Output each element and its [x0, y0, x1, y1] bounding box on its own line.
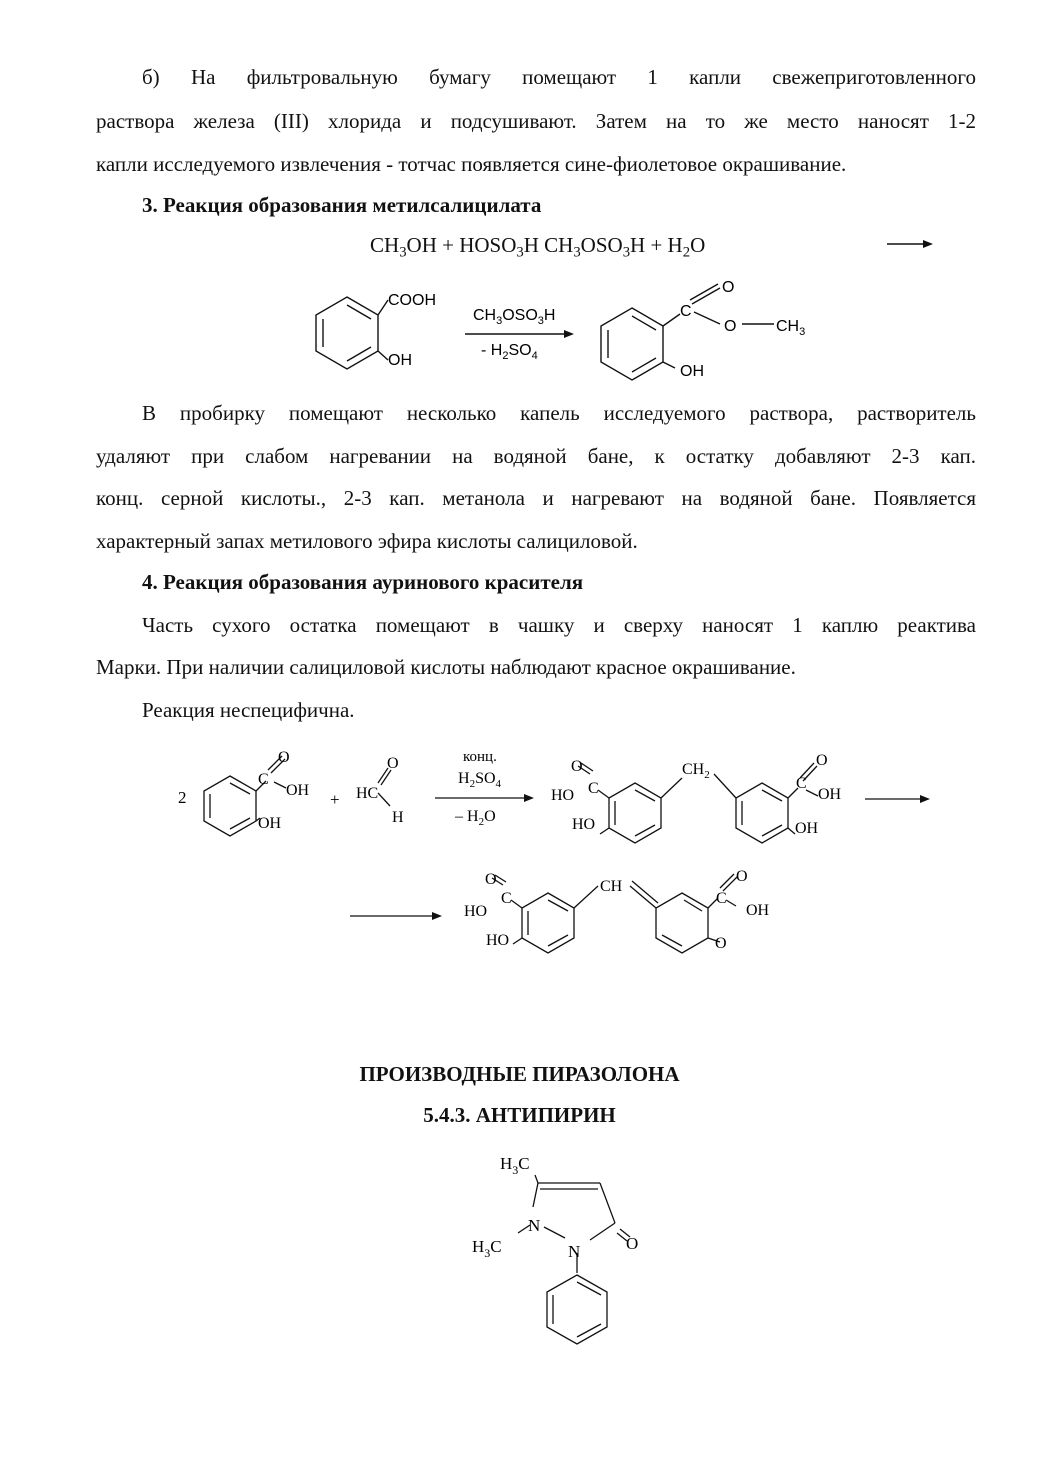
- sa-oh-label: OH: [286, 782, 310, 799]
- dimer-left-ring-ho-label: HO: [572, 816, 596, 833]
- plus-sign: +: [330, 790, 340, 809]
- cooh-label: COOH: [388, 292, 436, 309]
- pyrazolone-title: ПРОИЗВОДНЫЕ ПИРАЗОЛОНА: [359, 1062, 680, 1086]
- aurin-right-c-label: C: [716, 890, 727, 907]
- product-ch3-label: $CH_3$: [776, 318, 806, 338]
- dimer-right-c-label: C: [796, 775, 807, 792]
- product-o-top-label: O: [722, 279, 735, 296]
- n2-label: N: [568, 1242, 581, 1261]
- antipyrine-structure: [460, 1145, 660, 1350]
- aurin-left-o-label: O: [485, 871, 497, 888]
- section-3-para-line2: удаляют при слабом нагревании на водяной бане, к остатку добавляют 2-3 кап.: [96, 444, 976, 468]
- sa-c-label: C: [258, 771, 269, 788]
- salicylic-acid-structure: [316, 297, 388, 369]
- carbonyl-o-label: O: [626, 1234, 639, 1253]
- aurin-left-ring-ho-label: HO: [486, 932, 510, 949]
- dimer-right-ring-oh-label: OH: [795, 820, 819, 837]
- formaldehyde-hc-label: HC: [356, 785, 379, 802]
- section-3-para-line3: конц. серной кислоты., 2-3 кап. метанола и нагревают на водяной бане. Появляется: [96, 486, 976, 510]
- paragraph-b-line3: капли исследуемого извлечения - тотчас появляется сине-фиолетовое окрашивание.: [96, 152, 847, 176]
- sa-ring-oh-label: OH: [258, 815, 282, 832]
- section-3-para-line4: характерный запах метилового эфира кислоты салициловой.: [96, 529, 638, 553]
- top-methyl-label: $H_3C$: [500, 1154, 530, 1177]
- methylene-label: $CH_2$: [682, 761, 710, 781]
- dimer-right-o-label: O: [816, 752, 828, 769]
- dimer-left-ho-label: HO: [551, 787, 575, 804]
- dimer-left-c-label: C: [588, 780, 599, 797]
- reagent-minus-water-label: – $H_2O$: [455, 808, 496, 828]
- methine-label: CH: [600, 878, 623, 895]
- section-3-para-line1: В пробирку помещают несколько капель исследуемого раствора, растворитель: [142, 401, 976, 425]
- formaldehyde-o-label: O: [387, 755, 399, 772]
- methanol-sulfuric-equation: $CH_3OH$ + $HOSO_3H$ $CH_3OSO_3H + H_2O$: [370, 233, 706, 261]
- sa-o-label: O: [278, 749, 290, 766]
- paragraph-b-line2: раствора железа (III) хлорида и подсушивают. Затем на то же место наносят 1-2: [96, 109, 976, 133]
- section-4-para-line1: Часть сухого остатка помещают в чашку и сверху наносят 1 каплю реактива: [142, 613, 976, 637]
- reagent-bottom-label: - $H_2SO_4$: [481, 342, 538, 362]
- aurin-left-c-label: C: [501, 890, 512, 907]
- product-c-label: C: [680, 303, 692, 320]
- product-oh-label: OH: [680, 363, 704, 380]
- antipyrine-subtitle: 5.4.3. АНТИПИРИН: [423, 1103, 616, 1127]
- section-4-heading: 4. Реакция образования ауринового красителя: [142, 570, 584, 594]
- paragraph-b-line1: б) На фильтровальную бумагу помещают 1 капли свежеприготовленного: [142, 65, 976, 89]
- section-3-heading: 3. Реакция образования метилсалицилата: [142, 193, 542, 217]
- reagent-h2so4-label: $H_2SO_4$: [458, 770, 502, 790]
- aurin-right-oh-label: OH: [746, 902, 770, 919]
- reagent-top-label: $CH_3OSO_3H$: [473, 307, 556, 327]
- section-4-note: Реакция неспецифична.: [142, 698, 355, 722]
- equation-arrow: [885, 236, 937, 252]
- aurin-dye-scheme: [170, 738, 950, 968]
- methyl-salicylate-scheme: [300, 272, 820, 384]
- reagent-conc-label: конц.: [463, 749, 497, 765]
- coefficient-label: 2: [178, 788, 187, 807]
- aurin-quinone-o-label: O: [715, 935, 727, 952]
- aurin-left-ho-label: HO: [464, 903, 488, 920]
- left-methyl-label: $H_3C$: [472, 1237, 502, 1260]
- oh-label: OH: [388, 352, 412, 369]
- formaldehyde-h-label: H: [392, 809, 404, 826]
- section-4-para-line2: Марки. При наличии салициловой кислоты наблюдают красное окрашивание.: [96, 655, 796, 679]
- aurin-right-o-label: O: [736, 868, 748, 885]
- dimer-left-o-label: O: [571, 758, 583, 775]
- product-o-label: O: [724, 318, 737, 335]
- n1-label: N: [528, 1216, 541, 1235]
- dimer-right-oh-label: OH: [818, 786, 842, 803]
